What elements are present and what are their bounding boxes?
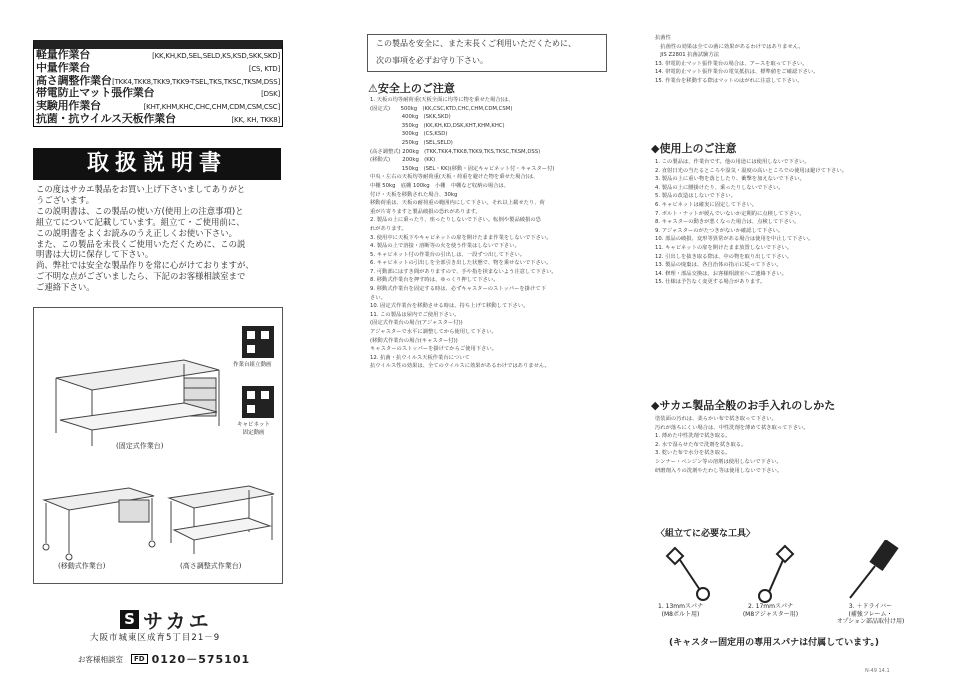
body-line: 3. 乾いた布で水分を拭き取る。 [655, 450, 731, 457]
middle-column [300, 0, 645, 679]
body-line: 6. キャビネットは確実に固定して下さい。 [655, 201, 758, 208]
intro-line: ご連絡下さい。 [36, 282, 95, 293]
product-code: [KK,KH,KD,SEL,SELD,KS,KSD,SKK,SKD] [152, 52, 280, 60]
body-line: 4. 製品の上で溶接・溶断等の火を使う作業はしないで下さい。 [370, 243, 520, 250]
logo-mark-icon: S [120, 610, 139, 629]
mobile-workbench-drawing [43, 488, 155, 560]
company-logo [120, 605, 212, 634]
body-line: 塗装面の汚れは、柔らかい布で拭き取って下さい。 [655, 416, 777, 422]
product-list [33, 40, 283, 127]
body-line: 15. 仕様は予告なく変更する場合があります。 [655, 279, 766, 286]
product-line [34, 49, 282, 62]
body-line: 15. 作業台を移動する際はマットのはがれに注意して下さい。 [655, 77, 803, 84]
body-line: 汚れが落ちにくい場合は、中性洗剤を薄めて拭き取って下さい。 [655, 424, 809, 431]
product-line [34, 113, 282, 126]
product-name: 実験用作業台 [36, 100, 101, 113]
notice-line: 次の事項を必ずお守り下さい。 [376, 56, 488, 65]
body-line: 14. 修理・部品交換は、お客様相談室へご連絡下さい。 [655, 270, 787, 277]
page-code: N-49 14.1 [865, 668, 890, 674]
company-name: サカエ [143, 609, 212, 633]
spanner-13mm-icon [667, 548, 709, 600]
body-line: シンナー・ベンジン等の溶剤は使用しないで下さい。 [655, 458, 782, 465]
right-top-body [655, 34, 950, 130]
intro-line: この説明書をよくお読みのうえ正しくお使い下さい。 [36, 227, 237, 238]
care-heading: ◆サカエ製品全般のお手入れのしかた [651, 399, 836, 412]
left-column [0, 0, 300, 679]
intro-line: ご不明な点がございましたら、下記のお客様相談室まで [36, 271, 246, 282]
body-line: 1. 薄めた中性洗剤で拭き取る。 [655, 433, 731, 440]
qr-code-2 [242, 386, 274, 418]
product-line [34, 75, 282, 88]
body-line: 2. 直射日光の当たるところや湿気・温度の高いところでの使用は避けて下さい。 [655, 167, 848, 174]
product-code: [KHT,KHM,KHC,CHC,CHM,CDM,CSM,CSC] [143, 103, 280, 112]
fixed-workbench-drawing [56, 360, 219, 446]
body-line: 4. 製品の上に腰掛けたり、乗ったりしないで下さい。 [655, 184, 784, 191]
illustration-panel [33, 307, 283, 584]
contact-line [78, 651, 250, 667]
height-workbench-caption: (高さ調整式作業台) [180, 562, 242, 570]
body-line: 10. 固定式作業台を移動させる時は、持ち上げて移動して下さい。 [370, 303, 529, 310]
body-line: アジャスターで水平に調整してから使用して下さい。 [370, 329, 497, 336]
body-line: (移動式) 200kg (KK) [370, 157, 436, 164]
body-line: 5. キャビネット付の作業台の引出しは、一段ずつ出して下さい。 [370, 251, 526, 258]
product-name: 軽量作業台 [36, 49, 90, 61]
product-code: [DSK] [261, 90, 280, 99]
body-line: 400kg (SKK,SKD) [370, 114, 451, 121]
product-line [34, 62, 282, 75]
body-line: 8. 移動式作業台を押す時は、ゆっくり押して下さい。 [370, 277, 499, 284]
bottom-note: (キャスター固定用の専用スパナは付属しています。) [669, 638, 880, 648]
body-line: 2. 製品の上に乗ったり、座ったりしないで下さい。転倒や製品破損の恐 [370, 217, 541, 224]
body-line: 3. 製品の上に重い物を落としたり、衝撃を加えないで下さい。 [655, 176, 805, 183]
body-line: 12. 抗菌・抗ウイルス天板作業台について [370, 354, 470, 361]
body-line: 9. 移動式作業台を固定する時は、必ずキャスターのストッパーを掛けて下 [370, 286, 546, 293]
body-line: 6. キャビネットの引出しを全部引き出した状態で、物を乗せないで下さい。 [370, 260, 552, 267]
body-line: (固定式作業台の場合(アジャスター付)) [370, 320, 463, 327]
body-line: 300kg (CS,KSD) [370, 131, 448, 138]
body-line: 13. 製品の廃棄は、各自治体の指示に従って下さい。 [655, 262, 782, 269]
product-code: [CS, KTD] [248, 64, 280, 73]
product-name: 帯電防止マット張作業台 [36, 87, 155, 100]
body-line: 12. 引出しを抜き取る際は、中の物を取り出して下さい。 [655, 253, 793, 260]
body-line: 13. 帯電防止マット張作業台の場合は、アースを取って下さい。 [655, 60, 808, 67]
safety-body [370, 96, 635, 596]
tool-caption: 1. 13mmスパナ (M8ボルト用) [658, 603, 703, 618]
product-line [34, 100, 282, 113]
tools-drawing [645, 540, 960, 605]
safety-heading: ⚠安全上のご注意 [368, 82, 455, 95]
body-line: 350kg (KK,KH,KD,DSK,KHT,KHM,KHC) [370, 122, 505, 129]
qr2-caption: キャビネット 固定動画 [237, 422, 271, 436]
product-name: 高さ調整作業台 [36, 74, 112, 87]
body-line: 重が片寄りますと製品破損の恐れがあります。 [370, 208, 481, 215]
body-line: キャスターのストッパーを掛けてからご使用下さい。 [370, 346, 497, 353]
body-line: れがあります。 [370, 225, 407, 232]
body-line: 3. 使用中に天板下やキャビネットの扉を開けたまま作業をしないで下さい。 [370, 234, 552, 241]
company-address: 大阪市城東区成育5丁目21－9 [90, 633, 221, 643]
body-line: 8. キャスターの動きが悪くなった場合は、点検して下さい。 [655, 219, 800, 226]
body-line: 11. キャビネットの扉を開けたまま放置しないで下さい。 [655, 244, 793, 251]
body-line: 付け・天板を移動された場合、30kg [370, 191, 458, 198]
manual-title: 取扱説明書 [33, 148, 281, 180]
phone-number: 0120－575101 [151, 653, 251, 666]
freedial-icon: FD [131, 654, 148, 664]
tools-heading: 〈組立てに必要な工具〉 [656, 529, 756, 539]
body-line: 中央・左右の天板均等耐荷重(天板・荷重を避けた物を乗せた場合)は、 [370, 174, 539, 181]
body-line: (高さ調整式) 200kg (TKK,TKK4,TKK8,TKK9,TKS,TKSC,TKSM,DSS) [370, 148, 541, 155]
usage-body [655, 158, 950, 393]
body-line: (移動式作業台の場合(キャスター付)) [370, 337, 458, 344]
tool-caption: 2. 17mmスパナ (M8アジャスター用) [742, 603, 799, 618]
body-line: 抗菌性の効果は全ての菌に効果があるわけではありません。 [655, 43, 804, 50]
body-line: 14. 帯電防止マット張作業台の電気抵抗は、標準値をご確認下さい。 [655, 69, 819, 76]
body-line: 150kg (SEL・KK)(移動・固定キャビネット付・キャスター付) [370, 165, 555, 172]
body-line: 9. アジャスターのがたつきがないか確認して下さい。 [655, 227, 784, 234]
product-code: [TKK4,TKK8,TKK9,TKK9-TSEL,TKS,TKSC,TKSM,DSS] [112, 77, 280, 86]
intro-line: 尚、弊社では安全な製品作りを常に心がけておりますが、 [36, 260, 254, 271]
right-column [645, 0, 960, 679]
intro-line: この説明書は、この製品の使い方(使用上の注意事項)と [36, 205, 244, 216]
tool-caption: 3. ＋ドライバー (補強フレーム・ オプション部品取付け用) [836, 603, 905, 625]
body-line: 抗ウイルス性の効果は、全てのウイルスに効果があるわけではありません。 [370, 363, 550, 370]
intro-line: また、この製品を末長くご使用いただくために、この説 [36, 238, 246, 249]
height-adjustable-workbench-drawing [169, 486, 274, 554]
body-line: 1. この製品は、作業台です。他の用途には使用しないで下さい。 [655, 159, 810, 165]
body-line: 研磨剤入りの洗剤やたわし等は使用しないで下さい。 [655, 467, 783, 474]
product-code: [KK, KH, TKK8] [231, 115, 280, 124]
mobile-workbench-caption: (移動式作業台) [58, 562, 106, 570]
contact-label: お客様相談室 [78, 654, 123, 664]
notice-line: この製品を安全に、また末長くご利用いただくために、 [376, 39, 576, 48]
body-line: 11. この製品は屋内でご使用下さい。 [370, 311, 460, 318]
body-line: 2. 水で湿らせた布で洗剤を拭き取る。 [655, 441, 747, 448]
intro-line: うございます。 [36, 194, 94, 205]
body-line: 7. ボルト・ナットが緩んでいないか定期的に点検して下さい。 [655, 210, 805, 217]
product-name: 中量作業台 [36, 61, 90, 74]
intro-line: この度はサカエ製品をお買い上げ下さいましてありがと [36, 184, 246, 194]
usage-heading: ◆使用上のご注意 [651, 142, 737, 155]
intro-line: 組立てについて記載しています。組立て・ご使用前に、 [36, 216, 245, 227]
screwdriver-icon [850, 540, 897, 598]
body-line: 10. 部品の破損、変形等異常がある場合は使用を中止して下さい。 [655, 236, 814, 243]
body-line: JIS Z2801 抗菌試験方法 [655, 52, 720, 59]
body-line: 250kg (SEL,SELD) [370, 139, 453, 146]
fixed-workbench-caption: (固定式作業台) [116, 442, 164, 450]
product-line [34, 87, 282, 100]
body-line: 7. 可動部にはすき間がありますので、手や指を挟まないよう注意して下さい。 [370, 268, 557, 275]
spanner-17mm-icon [759, 546, 793, 602]
notice-box [367, 34, 607, 72]
body-line: 移動荷重は、天板の耐荷重の範囲内にして下さい。それ以上載せたり、荷 [370, 200, 545, 207]
qr1-caption: 作業台組立動画 [233, 362, 272, 368]
intro-text [36, 184, 280, 293]
body-line: 抗菌性 [655, 35, 671, 41]
product-name: 抗菌・抗ウイルス天板作業台 [36, 112, 176, 125]
intro-line: 明書は大切に保存して下さい。 [36, 249, 154, 260]
body-line: 中棚 50kg 底棚 100kg 小棚 中棚など収納の場合は、 [370, 182, 510, 189]
care-body [655, 415, 950, 510]
body-line: 5. 製品の改造はしないで下さい。 [655, 193, 736, 200]
body-line: さい。 [370, 294, 386, 301]
qr-code-1 [242, 326, 274, 358]
body-line: (固定式) 500kg (KK,CSC,KTD,CHC,CHM,CDM,CSM) [370, 105, 513, 112]
body-line: 1. 天板の均等耐荷重(天板全面に均等に物を乗せた場合)は、 [370, 97, 514, 103]
